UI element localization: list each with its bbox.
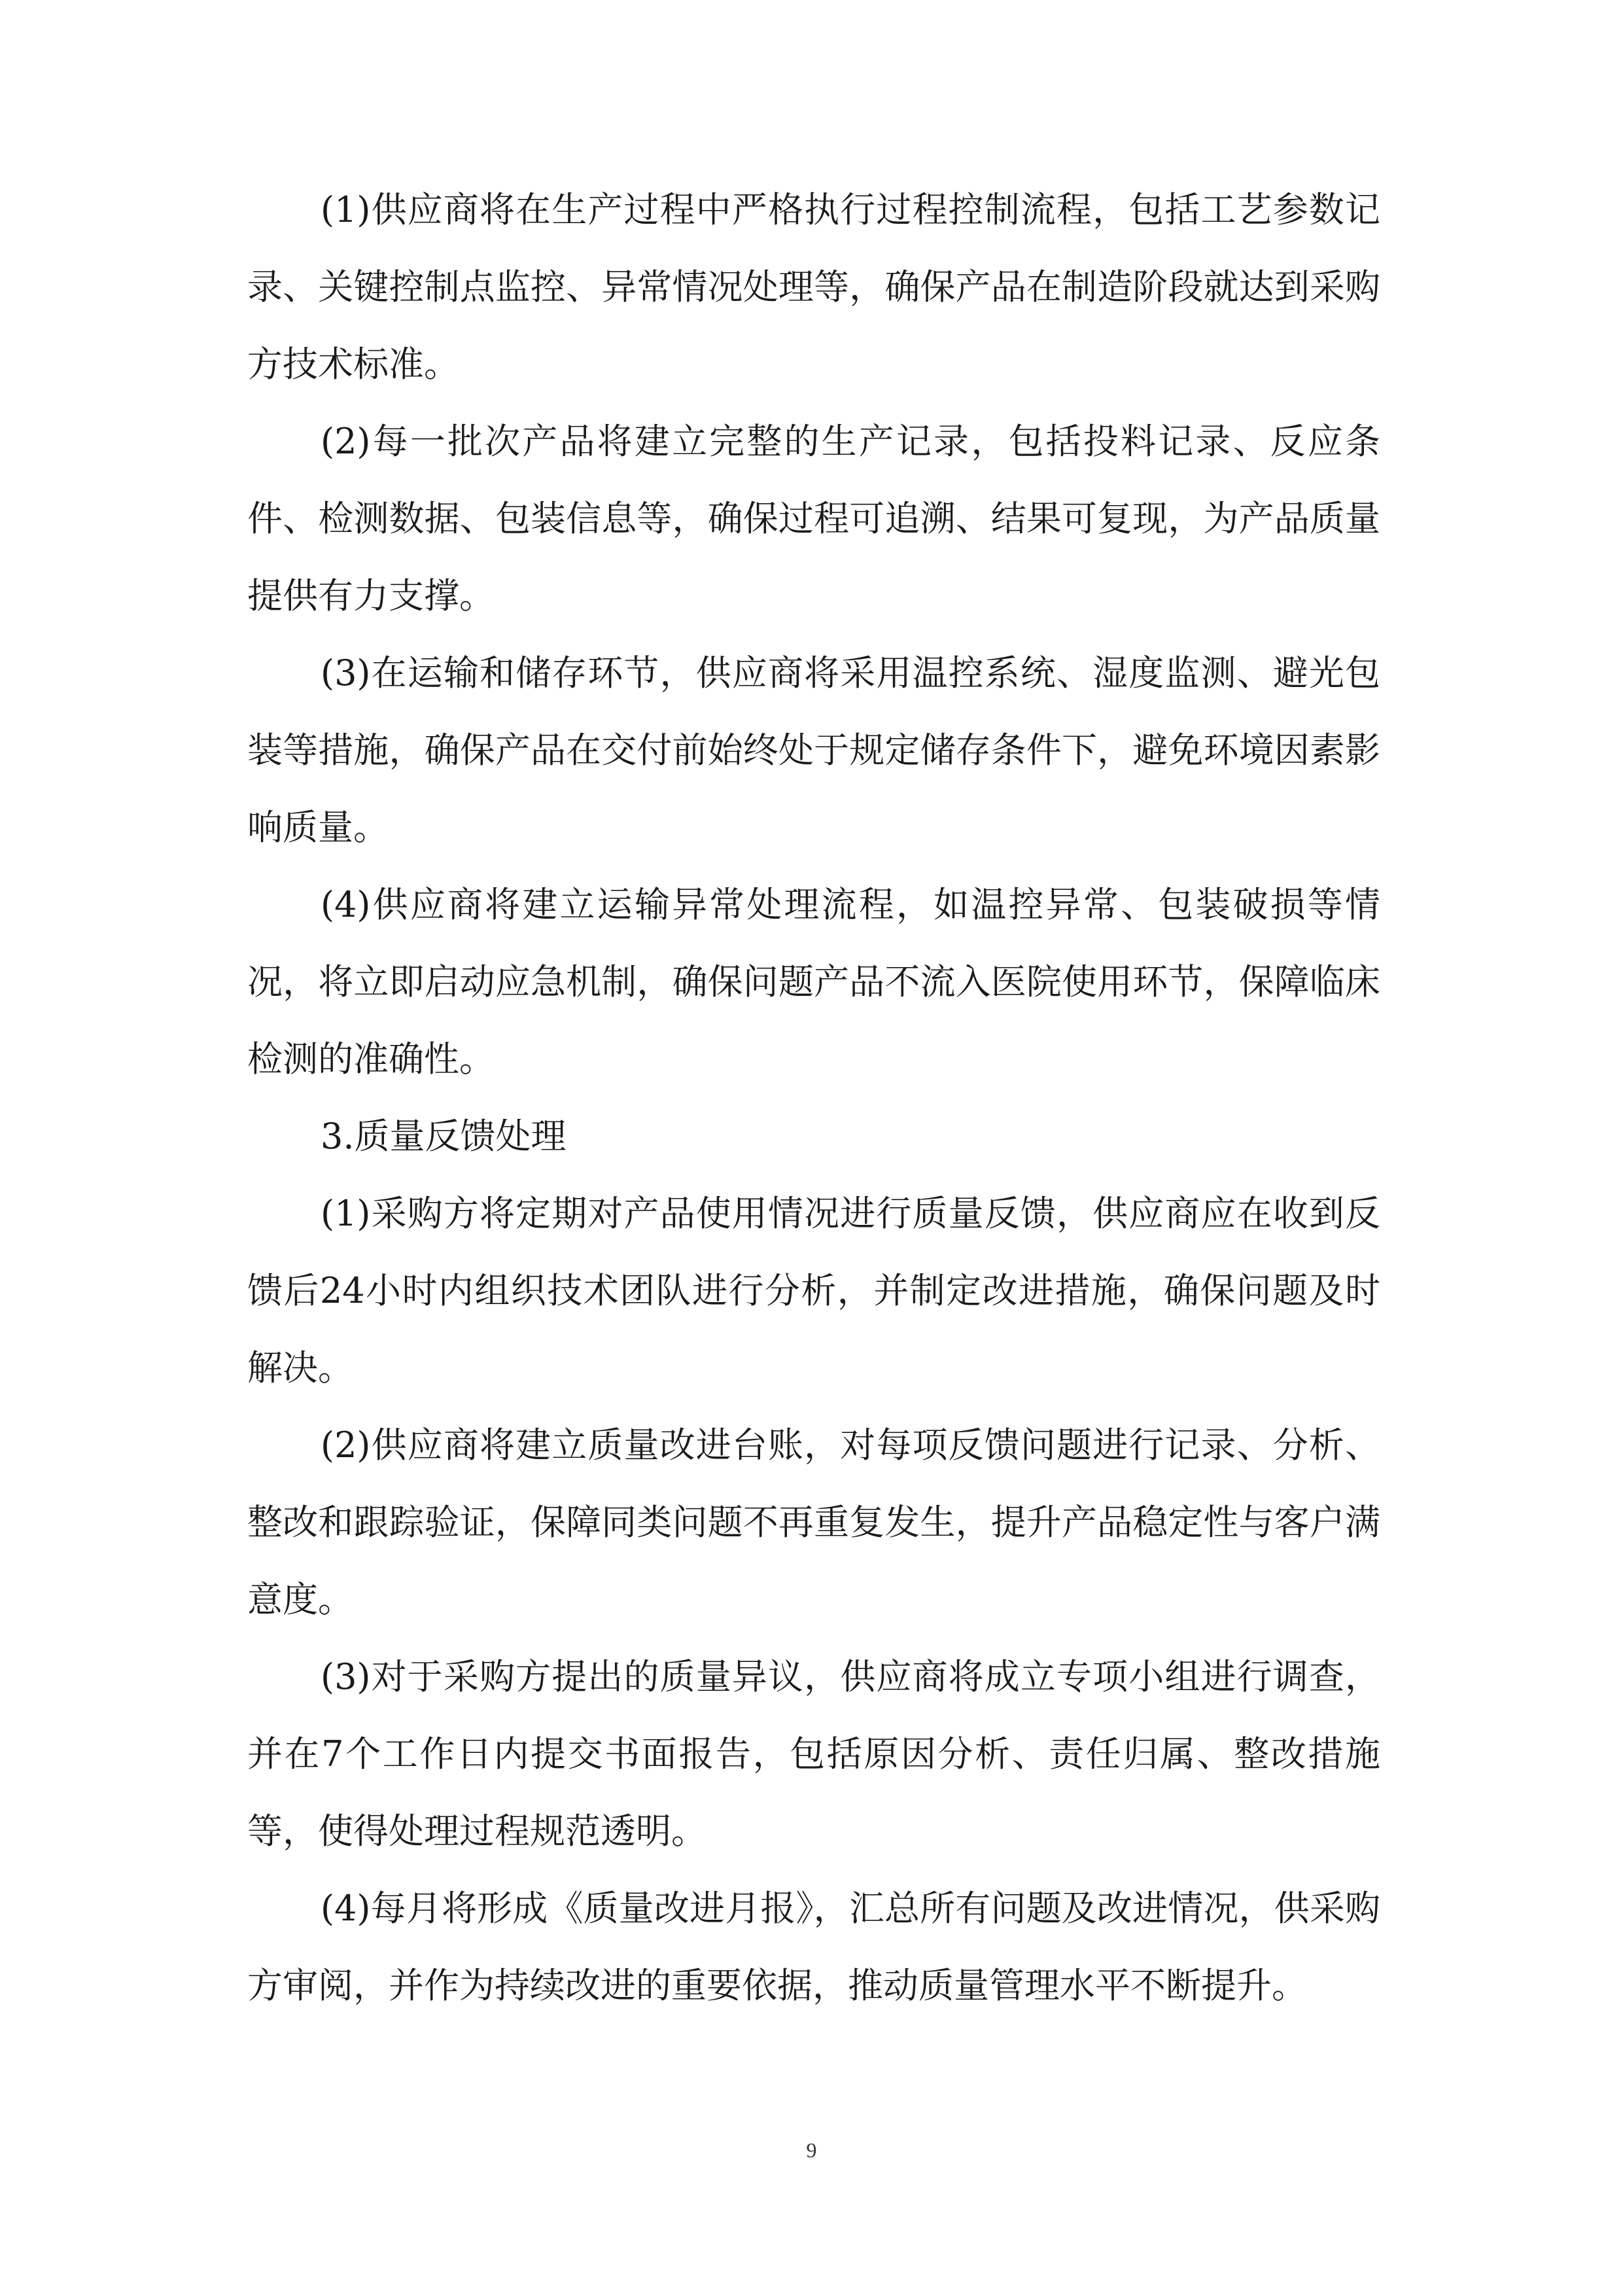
section-paragraph-3: (3)对于采购方提出的质量异议，供应商将成立专项小组进行调查，并在7个工作日内提交书面报告，包括原因分析、责任归属、整改措施等，使得处理过程规范透明。 [247,1656,1380,1852]
paragraph-3: (3)在运输和储存环节，供应商将采用温控系统、湿度监测、避光包装等措施，确保产品在交付前始终处于规定储存条件下，避免环境因素影响质量。 [247,652,1380,848]
section-paragraph-2: (2)供应商将建立质量改进台账，对每项反馈问题进行记录、分析、整改和跟踪验证，保障同类问题不再重复发生，提升产品稳定性与客户满意度。 [247,1424,1380,1620]
page-body [247,171,1380,2024]
paragraph-2: (2)每一批次产品将建立完整的生产记录，包括投料记录、反应条件、检测数据、包装信息等，确保过程可追溯、结果可复现，为产品质量提供有力支撑。 [247,421,1380,616]
paragraph-1: (1)供应商将在生产过程中严格执行过程控制流程，包括工艺参数记录、关键控制点监控、异常情况处理等，确保产品在制造阶段就达到采购方技术标准。 [247,189,1380,385]
page-number: 9 [806,2138,817,2162]
section-paragraph-1: (1)采购方将定期对产品使用情况进行质量反馈，供应商应在收到反馈后24小时内组织技术团队进行分析，并制定改进措施，确保问题及时解决。 [247,1193,1380,1388]
section-heading: 3.质量反馈处理 [321,1116,567,1157]
section-paragraph-4: (4)每月将形成《质量改进月报》，汇总所有问题及改进情况，供采购方审阅，并作为持续改进的重要依据，推动质量管理水平不断提升。 [247,1888,1380,2006]
paragraph-4: (4)供应商将建立运输异常处理流程，如温控异常、包装破损等情况，将立即启动应急机制，确保问题产品不流入医院使用环节，保障临床检测的准确性。 [247,884,1380,1080]
